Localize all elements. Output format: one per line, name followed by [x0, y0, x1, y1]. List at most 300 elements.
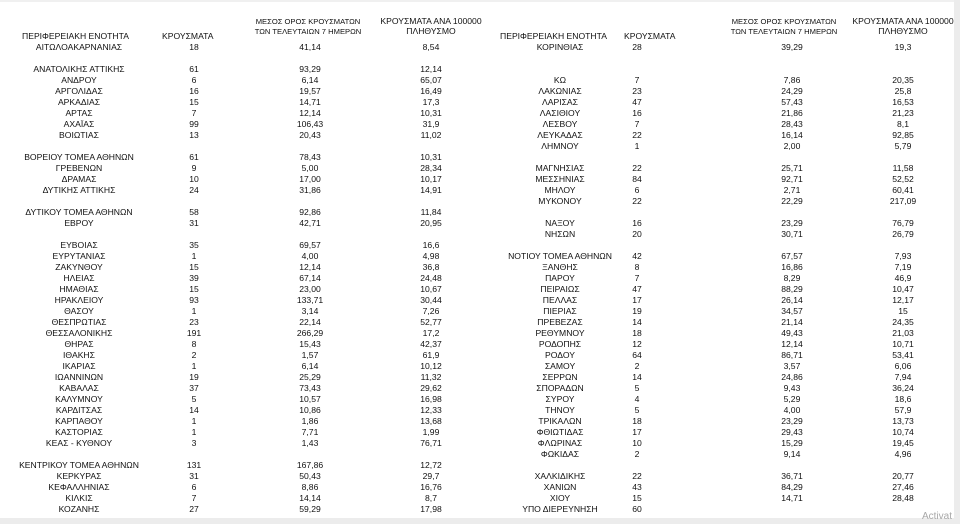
per100k-cell: 10,12: [420, 361, 442, 371]
region-cell: ΑΡΤΑΣ: [65, 108, 93, 118]
region-cell: ΙΚΑΡΙΑΣ: [62, 361, 96, 371]
left-header-per100k: ΚΡΟΥΣΜΑΤΑ ΑΝΑ 100000 ΠΛΗΘΥΣΜΟ: [380, 16, 482, 36]
avg-cell: 16,14: [781, 130, 803, 140]
per100k-cell: 10,67: [420, 284, 442, 294]
cases-cell: 1: [191, 306, 197, 316]
per100k-cell: 15: [898, 306, 908, 316]
per100k-cell: 60,41: [892, 185, 914, 195]
cases-cell: 1: [191, 427, 197, 437]
avg-cell: 50,43: [299, 471, 321, 481]
avg-cell: 67,57: [781, 251, 803, 261]
cases-cell: 7: [634, 273, 640, 283]
region-cell: ΜΗΛΟΥ: [544, 185, 576, 195]
cases-cell: 23: [189, 317, 199, 327]
region-cell: ΑΡΓΟΛΙΔΑΣ: [55, 86, 103, 96]
per100k-cell: 8,1: [897, 119, 909, 129]
per100k-cell: 21,23: [892, 108, 914, 118]
avg-cell: 2,71: [783, 185, 801, 195]
avg-cell: 14,71: [299, 97, 321, 107]
cases-cell: 61: [189, 64, 199, 74]
avg-cell: 67,14: [299, 273, 321, 283]
avg-cell: 8,29: [783, 273, 801, 283]
per100k-cell: 14,91: [420, 185, 442, 195]
cases-cell: 9: [191, 163, 197, 173]
avg-cell: 39,29: [781, 42, 803, 52]
cases-cell: 5: [634, 405, 640, 415]
cases-cell: 6: [634, 185, 640, 195]
cases-cell: 13: [189, 130, 199, 140]
avg-cell: 23,29: [781, 218, 803, 228]
per100k-cell: 8,7: [425, 493, 437, 503]
per100k-cell: 18,6: [894, 394, 912, 404]
cases-cell: 16: [189, 86, 199, 96]
per100k-cell: 10,47: [892, 284, 914, 294]
avg-cell: 12,14: [299, 262, 321, 272]
cases-cell: 58: [189, 207, 199, 217]
per100k-cell: 20,95: [420, 218, 442, 228]
region-cell: ΑΙΤΩΛΟΑΚΑΡΝΑΝΙΑΣ: [35, 42, 123, 52]
cases-cell: 14: [189, 405, 199, 415]
cases-cell: 10: [632, 438, 642, 448]
cases-cell: 15: [189, 97, 199, 107]
region-cell: ΗΛΕΙΑΣ: [63, 273, 95, 283]
region-cell: ΚΑΣΤΟΡΙΑΣ: [55, 427, 103, 437]
region-cell: ΔΡΑΜΑΣ: [61, 174, 97, 184]
per100k-cell: 10,31: [420, 152, 442, 162]
cases-cell: 17: [632, 427, 642, 437]
per100k-cell: 17,2: [422, 328, 440, 338]
cases-cell: 7: [634, 119, 640, 129]
top-border: [0, 0, 960, 2]
per100k-cell: 20,35: [892, 75, 914, 85]
cases-cell: 15: [189, 284, 199, 294]
region-cell: ΒΟΙΩΤΙΑΣ: [59, 130, 99, 140]
per100k-cell: 12,14: [420, 64, 442, 74]
bottom-scroll-edge: [0, 518, 960, 524]
avg-cell: 86,71: [781, 350, 803, 360]
avg-cell: 3,57: [783, 361, 801, 371]
per100k-cell: 26,79: [892, 229, 914, 239]
per100k-cell: 57,9: [894, 405, 912, 415]
cases-cell: 18: [632, 416, 642, 426]
avg-cell: 25,71: [781, 163, 803, 173]
cases-cell: 93: [189, 295, 199, 305]
region-cell: ΜΥΚΟΝΟΥ: [538, 196, 582, 206]
region-cell: ΠΑΡΟΥ: [545, 273, 575, 283]
avg-cell: 6,14: [301, 75, 319, 85]
region-cell: ΚΩ: [553, 75, 567, 85]
cases-cell: 37: [189, 383, 199, 393]
region-cell: ΚΟΖΑΝΗΣ: [58, 504, 100, 514]
region-cell: ΚΑΡΠΑΘΟΥ: [55, 416, 103, 426]
region-cell: ΔΥΤΙΚΗΣ ΑΤΤΙΚΗΣ: [42, 185, 116, 195]
per100k-cell: 217,09: [889, 196, 917, 206]
avg-cell: 6,14: [301, 361, 319, 371]
cases-cell: 42: [632, 251, 642, 261]
per100k-cell: 10,31: [420, 108, 442, 118]
avg-cell: 1,43: [301, 438, 319, 448]
avg-cell: 26,14: [781, 295, 803, 305]
region-cell: ΙΘΑΚΗΣ: [63, 350, 95, 360]
per100k-cell: 36,24: [892, 383, 914, 393]
cases-cell: 6: [191, 75, 197, 85]
cases-cell: 60: [632, 504, 642, 514]
region-cell: ΘΕΣΠΡΩΤΙΑΣ: [51, 317, 107, 327]
region-cell: ΚΙΛΚΙΣ: [65, 493, 93, 503]
cases-cell: 23: [632, 86, 642, 96]
avg-cell: 5,29: [783, 394, 801, 404]
region-cell: ΦΘΙΩΤΙΔΑΣ: [536, 427, 584, 437]
per100k-cell: 16,53: [892, 97, 914, 107]
cases-cell: 47: [632, 284, 642, 294]
per100k-cell: 17,3: [422, 97, 440, 107]
region-cell: ΤΗΝΟΥ: [545, 405, 575, 415]
region-cell: ΣΕΡΡΩΝ: [542, 372, 578, 382]
cases-cell: 2: [634, 449, 640, 459]
region-cell: ΚΕΡΚΥΡΑΣ: [56, 471, 102, 481]
per100k-cell: 13,68: [420, 416, 442, 426]
avg-cell: 7,86: [783, 75, 801, 85]
region-cell: ΗΜΑΘΙΑΣ: [59, 284, 99, 294]
per100k-cell: 24,48: [420, 273, 442, 283]
per100k-cell: 16,98: [420, 394, 442, 404]
avg-cell: 69,57: [299, 240, 321, 250]
per100k-cell: 11,02: [420, 130, 442, 140]
left-header-avg: ΜΕΣΟΣ ΟΡΟΣ ΚΡΟΥΣΜΑΤΩΝ ΤΩΝ ΤΕΛΕΥΤΑΙΩΝ 7 ΗΜΕΡΩΝ: [254, 17, 362, 36]
per100k-cell: 7,19: [894, 262, 912, 272]
cases-cell: 22: [632, 163, 642, 173]
region-cell: ΗΡΑΚΛΕΙΟΥ: [54, 295, 104, 305]
avg-cell: 36,71: [781, 471, 803, 481]
cases-cell: 99: [189, 119, 199, 129]
right-header-cases: ΚΡΟΥΣΜΑΤΑ: [624, 30, 676, 41]
per100k-cell: 28,34: [420, 163, 442, 173]
cases-cell: 43: [632, 482, 642, 492]
avg-cell: 14,14: [299, 493, 321, 503]
per100k-cell: 31,9: [422, 119, 440, 129]
per100k-cell: 52,77: [420, 317, 442, 327]
region-cell: ΡΕΘΥΜΝΟΥ: [535, 328, 585, 338]
region-cell: ΕΒΡΟΥ: [64, 218, 94, 228]
per100k-cell: 1,99: [422, 427, 440, 437]
avg-cell: 24,29: [781, 86, 803, 96]
region-cell: ΓΡΕΒΕΝΩΝ: [55, 163, 103, 173]
avg-cell: 22,29: [781, 196, 803, 206]
region-cell: ΣΥΡΟΥ: [545, 394, 575, 404]
region-cell: ΣΑΜΟΥ: [544, 361, 576, 371]
cases-cell: 12: [632, 339, 642, 349]
avg-cell: 167,86: [296, 460, 324, 470]
avg-cell: 10,57: [299, 394, 321, 404]
avg-cell: 4,00: [783, 405, 801, 415]
cases-cell: 4: [634, 394, 640, 404]
cases-cell: 191: [186, 328, 202, 338]
region-cell: ΚΑΡΔΙΤΣΑΣ: [55, 405, 103, 415]
per100k-cell: 10,74: [892, 427, 914, 437]
region-cell: ΕΥΡΥΤΑΝΙΑΣ: [52, 251, 106, 261]
per100k-cell: 7,26: [422, 306, 440, 316]
cases-cell: 31: [189, 471, 199, 481]
region-cell: ΔΥΤΙΚΟΥ ΤΟΜΕΑ ΑΘΗΝΩΝ: [25, 207, 133, 217]
per100k-cell: 36,8: [422, 262, 440, 272]
region-cell: ΡΟΔΟΠΗΣ: [538, 339, 582, 349]
per100k-cell: 12,72: [420, 460, 442, 470]
per100k-cell: 92,85: [892, 130, 914, 140]
cases-cell: 7: [191, 493, 197, 503]
per100k-cell: 76,79: [892, 218, 914, 228]
per100k-cell: 53,41: [892, 350, 914, 360]
per100k-cell: 7,93: [894, 251, 912, 261]
cases-cell: 1: [191, 416, 197, 426]
avg-cell: 25,29: [299, 372, 321, 382]
cases-cell: 1: [634, 141, 640, 151]
cases-cell: 6: [191, 482, 197, 492]
region-cell: ΣΠΟΡΑΔΩΝ: [536, 383, 584, 393]
per100k-cell: 17,98: [420, 504, 442, 514]
avg-cell: 49,43: [781, 328, 803, 338]
right-header-avg: ΜΕΣΟΣ ΟΡΟΣ ΚΡΟΥΣΜΑΤΩΝ ΤΩΝ ΤΕΛΕΥΤΑΙΩΝ 7 ΗΜΕΡΩΝ: [730, 17, 838, 36]
avg-cell: 92,86: [299, 207, 321, 217]
per100k-cell: 10,71: [892, 339, 914, 349]
avg-cell: 16,86: [781, 262, 803, 272]
cases-cell: 7: [634, 75, 640, 85]
per100k-cell: 19,45: [892, 438, 914, 448]
avg-cell: 8,86: [301, 482, 319, 492]
per100k-cell: 11,32: [420, 372, 442, 382]
cases-cell: 84: [632, 174, 642, 184]
left-header-cases: ΚΡΟΥΣΜΑΤΑ: [162, 30, 214, 41]
avg-cell: 34,57: [781, 306, 803, 316]
cases-cell: 61: [189, 152, 199, 162]
cases-cell: 131: [186, 460, 202, 470]
cases-cell: 10: [189, 174, 199, 184]
per100k-cell: 46,9: [894, 273, 912, 283]
cases-cell: 16: [632, 108, 642, 118]
avg-cell: 88,29: [781, 284, 803, 294]
cases-cell: 14: [632, 372, 642, 382]
avg-cell: 41,14: [299, 42, 321, 52]
avg-cell: 78,43: [299, 152, 321, 162]
avg-cell: 57,43: [781, 97, 803, 107]
avg-cell: 19,57: [299, 86, 321, 96]
per100k-cell: 25,8: [894, 86, 912, 96]
avg-cell: 84,29: [781, 482, 803, 492]
per100k-cell: 4,98: [422, 251, 440, 261]
per100k-cell: 16,6: [422, 240, 440, 250]
avg-cell: 266,29: [296, 328, 324, 338]
avg-cell: 24,86: [781, 372, 803, 382]
cases-cell: 2: [191, 350, 197, 360]
cases-cell: 64: [632, 350, 642, 360]
avg-cell: 4,00: [301, 251, 319, 261]
avg-cell: 10,86: [299, 405, 321, 415]
per100k-cell: 7,94: [894, 372, 912, 382]
region-cell: ΘΗΡΑΣ: [64, 339, 94, 349]
region-cell: ΛΑΡΙΣΑΣ: [542, 97, 578, 107]
avg-cell: 20,43: [299, 130, 321, 140]
cases-cell: 19: [189, 372, 199, 382]
avg-cell: 1,86: [301, 416, 319, 426]
per100k-cell: 28,48: [892, 493, 914, 503]
region-cell: ΧΑΛΚΙΔΙΚΗΣ: [534, 471, 586, 481]
cases-cell: 7: [191, 108, 197, 118]
region-cell: ΝΗΣΩΝ: [544, 229, 576, 239]
region-cell: ΜΑΓΝΗΣΙΑΣ: [535, 163, 585, 173]
per100k-cell: 42,37: [420, 339, 442, 349]
avg-cell: 42,71: [299, 218, 321, 228]
region-cell: ΘΕΣΣΑΛΟΝΙΚΗΣ: [45, 328, 113, 338]
per100k-cell: 76,71: [420, 438, 442, 448]
avg-cell: 22,14: [299, 317, 321, 327]
per100k-cell: 30,44: [420, 295, 442, 305]
cases-cell: 8: [191, 339, 197, 349]
right-header-per100k: ΚΡΟΥΣΜΑΤΑ ΑΝΑ 100000 ΠΛΗΘΥΣΜΟ: [852, 16, 954, 36]
cases-cell: 20: [632, 229, 642, 239]
per100k-cell: 12,17: [892, 295, 914, 305]
region-cell: ΠΡΕΒΕΖΑΣ: [537, 317, 583, 327]
cases-cell: 8: [634, 262, 640, 272]
per100k-cell: 29,62: [420, 383, 442, 393]
per100k-cell: 52,52: [892, 174, 914, 184]
right-header-region: ΠΕΡΙΦΕΡΕΙΑΚΗ ΕΝΟΤΗΤΑ: [500, 30, 607, 41]
region-cell: ΞΑΝΘΗΣ: [542, 262, 578, 272]
cases-cell: 39: [189, 273, 199, 283]
per100k-cell: 61,9: [422, 350, 440, 360]
activation-watermark: Activat: [921, 511, 952, 522]
region-cell: ΑΝΔΡΟΥ: [61, 75, 97, 85]
cases-cell: 22: [632, 196, 642, 206]
avg-cell: 23,00: [299, 284, 321, 294]
per100k-cell: 6,06: [894, 361, 912, 371]
region-cell: ΝΟΤΙΟΥ ΤΟΜΕΑ ΑΘΗΝΩΝ: [508, 251, 612, 261]
avg-cell: 5,00: [301, 163, 319, 173]
region-cell: ΦΛΩΡΙΝΑΣ: [537, 438, 583, 448]
region-cell: ΠΕΛΛΑΣ: [542, 295, 578, 305]
per100k-cell: 4,96: [894, 449, 912, 459]
region-cell: ΑΡΚΑΔΙΑΣ: [57, 97, 101, 107]
avg-cell: 21,86: [781, 108, 803, 118]
per100k-cell: 65,07: [420, 75, 442, 85]
per100k-cell: 8,54: [422, 42, 440, 52]
region-cell: ΧΙΟΥ: [549, 493, 571, 503]
cases-cell: 24: [189, 185, 199, 195]
avg-cell: 133,71: [296, 295, 324, 305]
avg-cell: 29,43: [781, 427, 803, 437]
avg-cell: 59,29: [299, 504, 321, 514]
region-cell: ΕΥΒΟΙΑΣ: [60, 240, 98, 250]
cases-cell: 31: [189, 218, 199, 228]
avg-cell: 15,29: [781, 438, 803, 448]
region-cell: ΛΑΚΩΝΙΑΣ: [538, 86, 582, 96]
cases-cell: 27: [189, 504, 199, 514]
avg-cell: 2,00: [783, 141, 801, 151]
per100k-cell: 10,17: [420, 174, 442, 184]
region-cell: ΚΑΒΑΛΑΣ: [59, 383, 99, 393]
per100k-cell: 12,33: [420, 405, 442, 415]
per100k-cell: 19,3: [894, 42, 912, 52]
avg-cell: 3,14: [301, 306, 319, 316]
per100k-cell: 5,79: [894, 141, 912, 151]
region-cell: ΤΡΙΚΑΛΩΝ: [538, 416, 582, 426]
cases-cell: 1: [191, 251, 197, 261]
cases-cell: 3: [191, 438, 197, 448]
cases-cell: 5: [191, 394, 197, 404]
region-cell: ΑΝΑΤΟΛΙΚΗΣ ΑΤΤΙΚΗΣ: [33, 64, 125, 74]
region-cell: ΚΕΑΣ - ΚΥΘΝΟΥ: [45, 438, 113, 448]
per100k-cell: 13,73: [892, 416, 914, 426]
region-cell: ΚΕΝΤΡΙΚΟΥ ΤΟΜΕΑ ΑΘΗΝΩΝ: [19, 460, 139, 470]
avg-cell: 93,29: [299, 64, 321, 74]
region-cell: ΠΕΙΡΑΙΩΣ: [540, 284, 580, 294]
cases-cell: 15: [189, 262, 199, 272]
region-cell: ΧΑΝΙΩΝ: [543, 482, 577, 492]
region-cell: ΘΑΣΟΥ: [64, 306, 94, 316]
cases-cell: 19: [632, 306, 642, 316]
region-cell: ΙΩΑΝΝΙΝΩΝ: [54, 372, 104, 382]
avg-cell: 1,57: [301, 350, 319, 360]
avg-cell: 21,14: [781, 317, 803, 327]
avg-cell: 23,29: [781, 416, 803, 426]
cases-cell: 15: [632, 493, 642, 503]
cases-cell: 2: [634, 361, 640, 371]
per100k-cell: 16,49: [420, 86, 442, 96]
per100k-cell: 27,46: [892, 482, 914, 492]
avg-cell: 14,71: [781, 493, 803, 503]
region-cell: ΚΟΡΙΝΘΙΑΣ: [536, 42, 584, 52]
region-cell: ΜΕΣΣΗΝΙΑΣ: [535, 174, 585, 184]
left-header-region: ΠΕΡΙΦΕΡΕΙΑΚΗ ΕΝΟΤΗΤΑ: [22, 30, 129, 41]
cases-cell: 18: [632, 328, 642, 338]
avg-cell: 30,71: [781, 229, 803, 239]
region-cell: ΚΕΦΑΛΛΗΝΙΑΣ: [48, 482, 110, 492]
per100k-cell: 16,76: [420, 482, 442, 492]
avg-cell: 7,71: [301, 427, 319, 437]
avg-cell: 106,43: [296, 119, 324, 129]
avg-cell: 15,43: [299, 339, 321, 349]
cases-cell: 16: [632, 218, 642, 228]
per100k-cell: 20,77: [892, 471, 914, 481]
region-cell: ΖΑΚΥΝΘΟΥ: [55, 262, 103, 272]
cases-cell: 18: [189, 42, 199, 52]
region-cell: ΝΑΞΟΥ: [545, 218, 575, 228]
avg-cell: 9,43: [783, 383, 801, 393]
region-cell: ΚΑΛΥΜΝΟΥ: [55, 394, 103, 404]
region-cell: ΥΠΟ ΔΙΕΡΕΥΝΗΣΗ: [522, 504, 598, 514]
cases-cell: 17: [632, 295, 642, 305]
region-cell: ΛΕΥΚΑΔΑΣ: [537, 130, 583, 140]
per100k-cell: 21,03: [892, 328, 914, 338]
cases-cell: 14: [632, 317, 642, 327]
per100k-cell: 11,84: [420, 207, 442, 217]
cases-cell: 35: [189, 240, 199, 250]
region-cell: ΛΑΣΙΘΙΟΥ: [539, 108, 581, 118]
avg-cell: 92,71: [781, 174, 803, 184]
cases-cell: 22: [632, 130, 642, 140]
per100k-cell: 11,58: [892, 163, 914, 173]
avg-cell: 17,00: [299, 174, 321, 184]
avg-cell: 28,43: [781, 119, 803, 129]
cases-cell: 5: [634, 383, 640, 393]
per100k-cell: 29,7: [422, 471, 440, 481]
cases-cell: 22: [632, 471, 642, 481]
cases-cell: 1: [191, 361, 197, 371]
cases-cell: 47: [632, 97, 642, 107]
region-cell: ΡΟΔΟΥ: [545, 350, 575, 360]
avg-cell: 31,86: [299, 185, 321, 195]
region-cell: ΦΩΚΙΔΑΣ: [540, 449, 580, 459]
avg-cell: 73,43: [299, 383, 321, 393]
region-cell: ΠΙΕΡΙΑΣ: [543, 306, 577, 316]
